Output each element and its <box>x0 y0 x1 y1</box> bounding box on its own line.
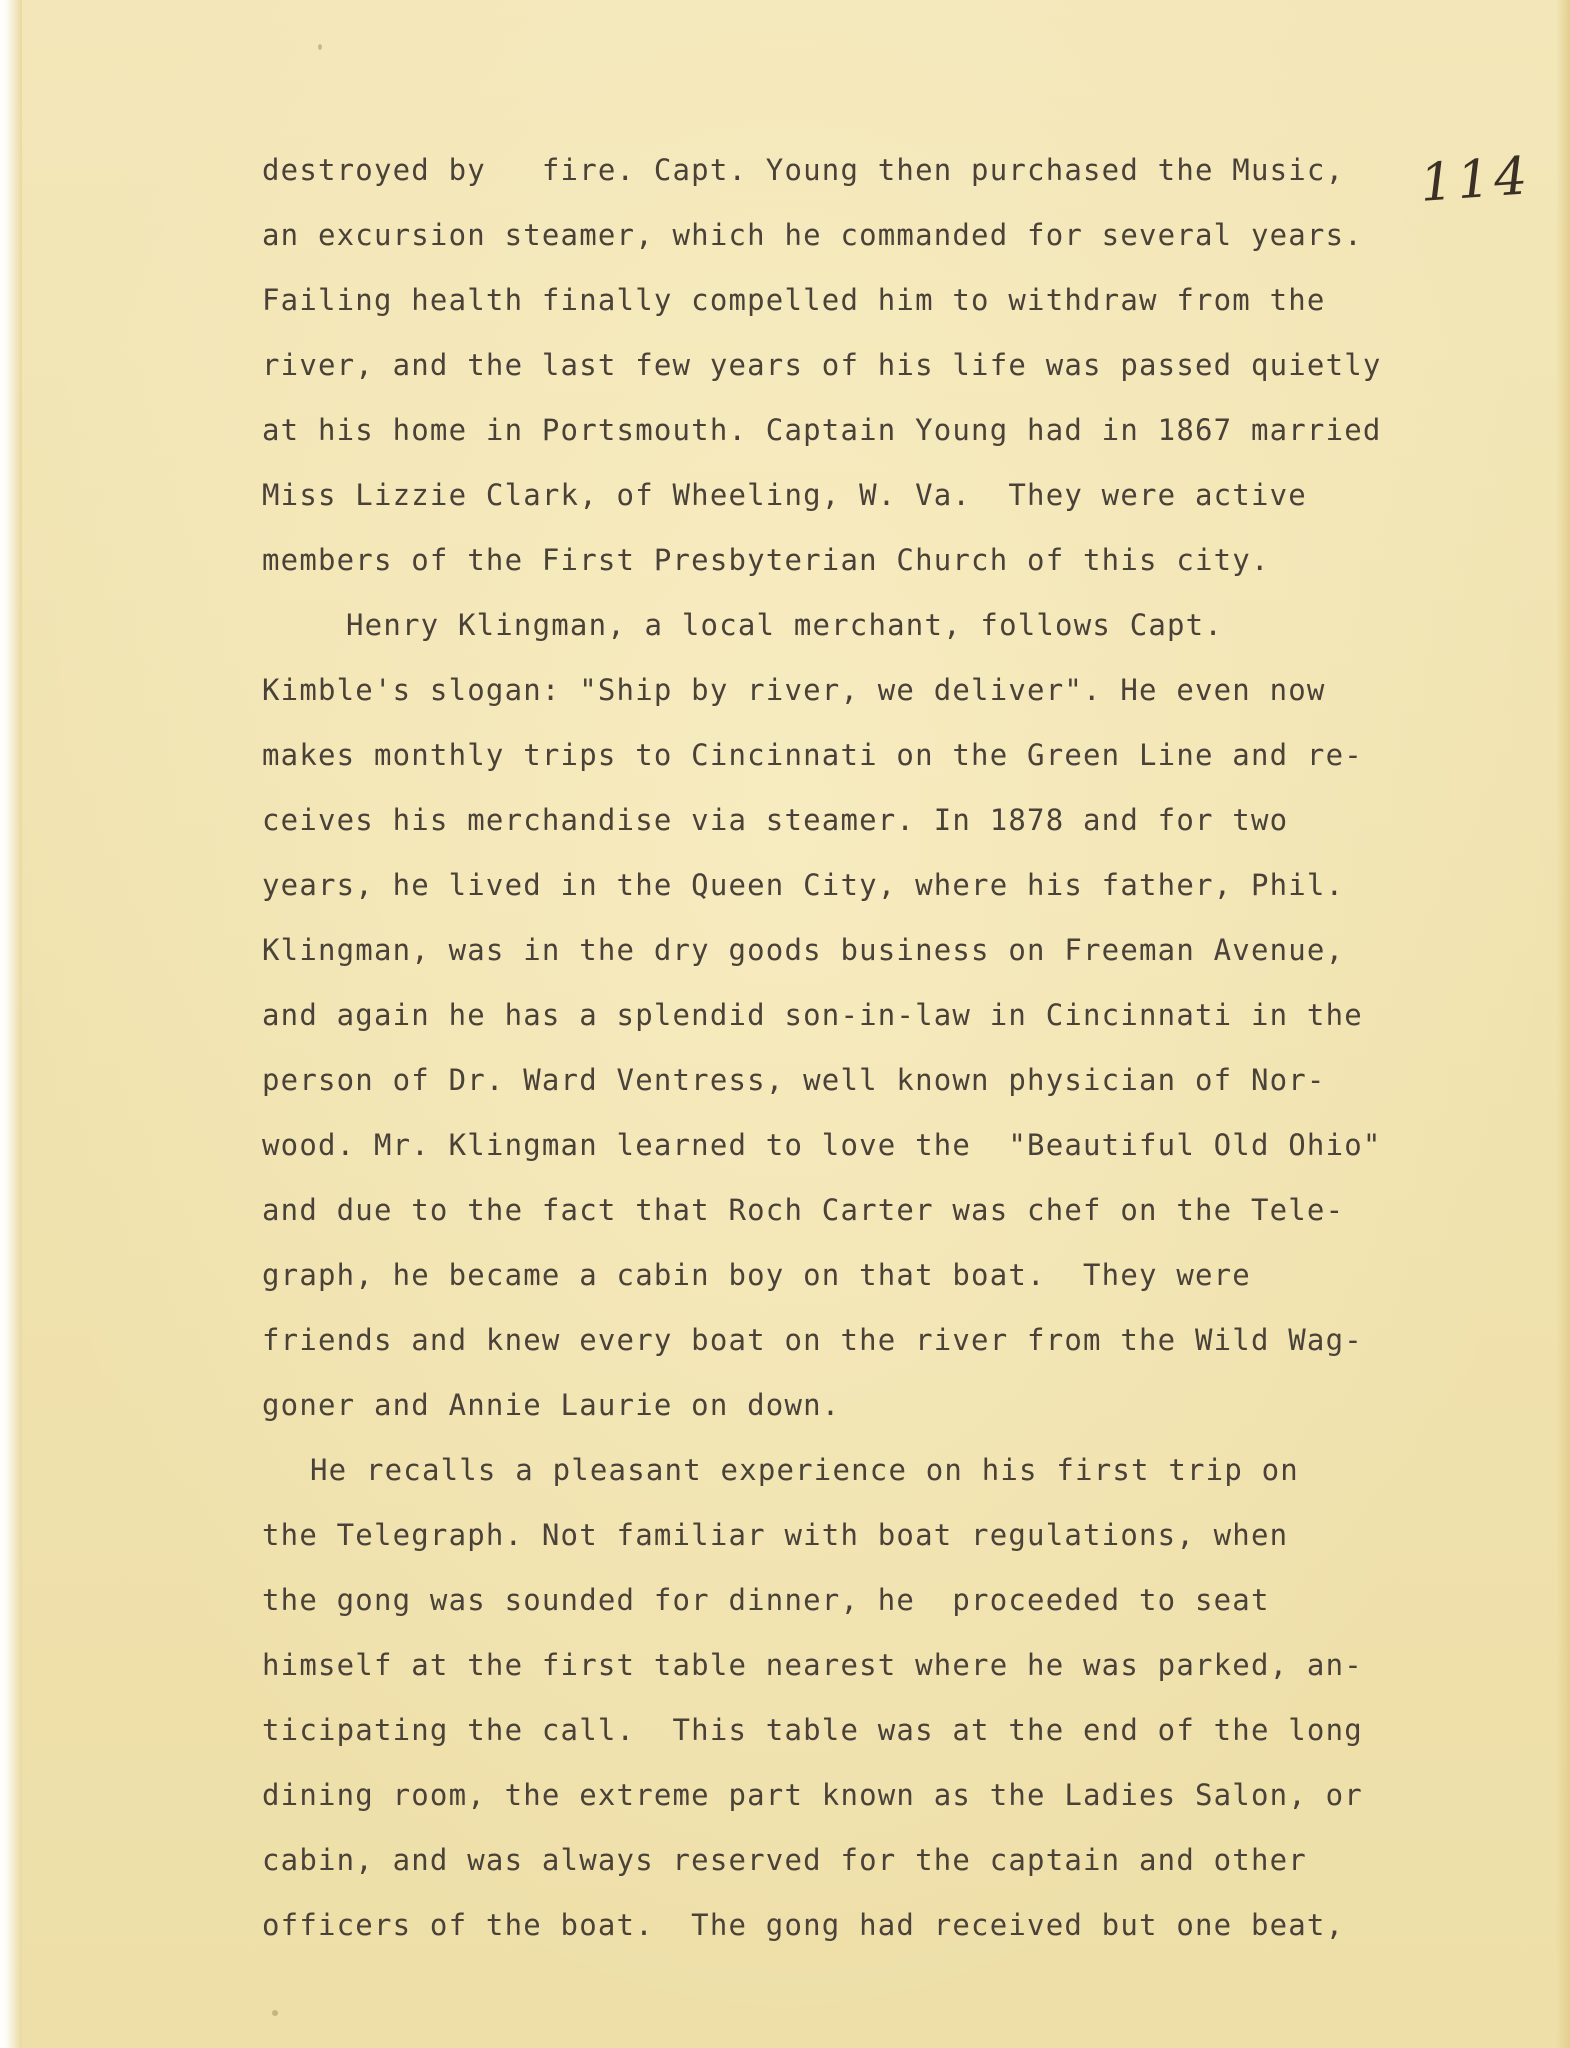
text-line: at his home in Portsmouth. Captain Young had in 1867 married <box>262 413 1382 447</box>
text-line: goner and Annie Laurie on down. <box>262 1388 841 1422</box>
text-line: destroyed by fire. Capt. Young then purchased the Music, <box>262 153 1345 187</box>
text-line: Failing health finally compelled him to withdraw from the <box>262 283 1326 317</box>
text-line: officers of the boat. The gong had received but one beat, <box>262 1908 1345 1942</box>
text-line: Kimble's slogan: "Ship by river, we deliver". He even now <box>262 673 1326 707</box>
text-line: makes monthly trips to Cincinnati on the Green Line and re- <box>262 738 1363 772</box>
handwritten-page-number: 114 <box>1418 146 1534 214</box>
text-line: the gong was sounded for dinner, he proceeded to seat <box>262 1583 1270 1617</box>
ink-speck <box>272 2010 278 2016</box>
text-line: and again he has a splendid son-in-law in Cincinnati in the <box>262 998 1363 1032</box>
ink-speck <box>318 44 322 50</box>
text-line: Miss Lizzie Clark, of Wheeling, W. Va. They were active <box>262 478 1307 512</box>
text-line: dining room, the extreme part known as the Ladies Salon, or <box>262 1778 1363 1812</box>
text-line: an excursion steamer, which he commanded for several years. <box>262 218 1363 252</box>
text-line: and due to the fact that Roch Carter was chef on the Tele- <box>262 1193 1345 1227</box>
typewritten-text-body <box>262 138 1462 1958</box>
text-line: graph, he became a cabin boy on that boat. They were <box>262 1258 1251 1292</box>
text-line: Klingman, was in the dry goods business on Freeman Avenue, <box>262 933 1345 967</box>
text-line: river, and the last few years of his life was passed quietly <box>262 348 1382 382</box>
paragraph-first-line: Henry Klingman, a local merchant, follows Capt. <box>346 608 1223 642</box>
text-line: cabin, and was always reserved for the captain and other <box>262 1843 1307 1877</box>
text-line: ceives his merchandise via steamer. In 1878 and for two <box>262 803 1289 837</box>
page-right-edge <box>1556 0 1570 2048</box>
text-line: years, he lived in the Queen City, where his father, Phil. <box>262 868 1345 902</box>
text-line: ticipating the call. This table was at the end of the long <box>262 1713 1363 1747</box>
text-line: members of the First Presbyterian Church of this city. <box>262 543 1270 577</box>
paragraph-first-line: He recalls a pleasant experience on his first trip on <box>310 1453 1299 1487</box>
text-line: person of Dr. Ward Ventress, well known physician of Nor- <box>262 1063 1326 1097</box>
text-line: friends and knew every boat on the river from the Wild Wag- <box>262 1323 1363 1357</box>
text-line: wood. Mr. Klingman learned to love the "Beautiful Old Ohio" <box>262 1128 1382 1162</box>
text-line: himself at the first table nearest where he was parked, an- <box>262 1648 1363 1682</box>
page-left-edge <box>0 0 22 2048</box>
text-line: the Telegraph. Not familiar with boat regulations, when <box>262 1518 1289 1552</box>
